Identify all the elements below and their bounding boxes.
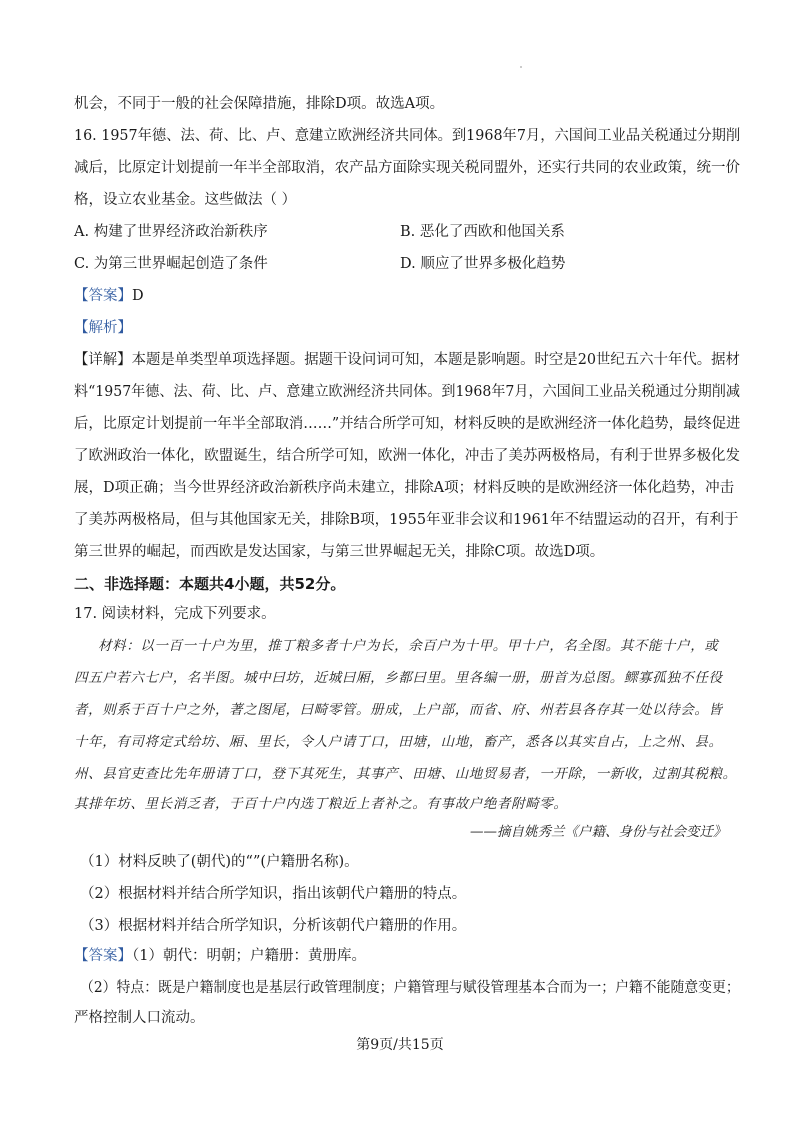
section-heading: 二、非选择题：本题共4小题，共52分。 [74,575,346,593]
q16-detail-line7: 第三世界的崛起，而西欧是发达国家，与第三世界崛起无关，排除C项。故选D项。 [74,544,605,560]
q17-sub2: （2）根据材料并结合所学知识，指出该朝代户籍册的特点。 [80,886,467,902]
q16-option-b: B. 恶化了西欧和他国关系 [400,224,565,240]
q17-material-line4: 十年，有司将定式给坊、厢、里长，令人户请丁口，田塘，山地，畜产，悉各以其实自占，上之州、县。 [74,734,723,750]
q17-material-line5: 州、县官吏查比先年册请丁口，登下其死生，其事产、田塘、山地贸易者，一开除，一新收，过割其税粮。 [74,766,737,782]
q16-answer [74,286,144,306]
scan-dot [520,66,522,68]
q16-option-a: A. 构建了世界经济政治新秩序 [74,224,268,240]
q16-stem-line3: 格，设立农业基金。这些做法（ ） [74,192,297,208]
q17-material-line2: 四五户若六七户，名半图。城中曰坊，近城曰厢，乡都曰里。里各编一册，册首为总图。鳏寡孤独不任役 [74,670,723,686]
q16-detail-line2: 料“1957年德、法、荷、比、卢、意建立欧洲经济共同体。到1968年7月，六国间工业品关税通过分期削减 [74,384,740,400]
q16-detail-line3: 后，比原定计划提前一年半全部取消……”并结合所学可知，材料反映的是欧洲经济一体化趋势，最终促进 [74,416,741,432]
q17-answer1: （1）朝代：明朝；户籍册：黄册库。 [132,948,366,964]
q17-answer2-line2: 严格控制人口流动。 [74,1010,205,1026]
q16-detail-line1 [74,350,740,370]
q16-stem-line2: 减后，比原定计划提前一年半全部取消，农产品方面除实现关税同盟外，还实行共同的农业政策，统一价 [74,160,740,176]
q17-intro: 17. 阅读材料，完成下列要求。 [74,606,276,622]
answer-value: D [132,288,144,304]
q17-source: ——摘自姚秀兰《户籍、身份与社会变迁》 [470,824,727,840]
answer-tag: 【答案】 [74,288,132,304]
detail-tag: 【详解】 [74,352,132,368]
analysis-tag: 【解析】 [74,320,132,336]
q16-detail-line5: 展，D项正确；当今世界经济政治新秩序尚未建立，排除A项；材料反映的是欧洲经济一体化趋势，冲击 [74,480,735,496]
q16-detail-line4: 了欧洲政治一体化，欧盟诞生，结合所学可知，欧洲一体化，冲击了美苏两极格局，有利于世界多极化发 [74,448,740,464]
q16-stem-line1: 16. 1957年德、法、荷、比、卢、意建立欧洲经济共同体。到1968年7月，六国间工业品关税通过分期削 [74,128,741,144]
q17-material-line6: 其排年坊、里长消乏者，于百十户内选丁粮近上者补之。有事故户绝者附畸零。 [74,796,568,812]
q17-answer-tag: 【答案】 [74,948,132,964]
q17-material-line1: 材料：以一百一十户为里，推丁粮多者十户为长，余百户为十甲。甲十户，名全图。其不能十户，或 [98,638,719,654]
q17-answer-line1 [74,946,366,966]
q16-detail-line6: 了美苏两极格局，但与其他国家无关，排除B项，1955年亚非会议和1961年不结盟运动的召开，有利于 [74,512,739,528]
q17-sub3: （3）根据材料并结合所学知识，分析该朝代户籍册的作用。 [80,918,467,934]
detail-text: 本题是单类型单项选择题。据题干设问词可知，本题是影响题。时空是20世纪五六十年代。据材 [131,352,740,368]
q16-option-c: C. 为第三世界崛起创造了条件 [74,256,268,272]
q17-answer2-line1: （2）特点：既是户籍制度也是基层行政管理制度；户籍管理与赋役管理基本合而为一；户籍不能随意变更； [80,980,740,996]
q16-option-d: D. 顺应了世界多极化趋势 [400,256,566,272]
q17-material-line3: 者，则系于百十户之外，著之图尾，曰畸零管。册成，上户部，而省、府、州若县各存其一处以待会。皆 [74,702,723,718]
q17-sub1: （1）材料反映了(朝代)的“”(户籍册名称)。 [80,854,359,870]
page-footer: 第9页/共15页 [356,1037,444,1053]
prev-answer-tail: 机会，不同于一般的社会保障措施，排除D项。故选A项。 [74,96,445,112]
q16-analysis [74,318,132,338]
